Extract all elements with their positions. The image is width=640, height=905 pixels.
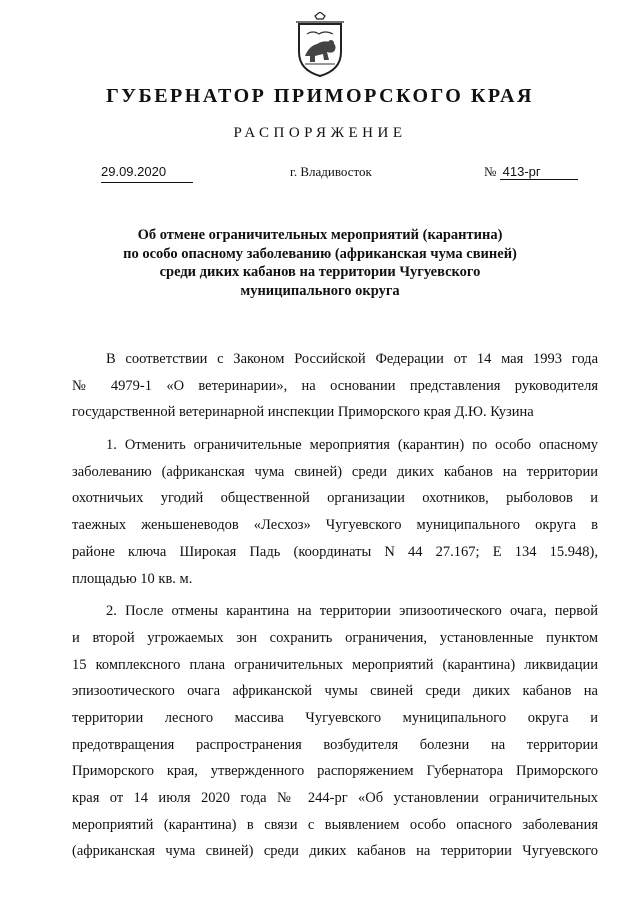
document-city: г. Владивосток (290, 164, 372, 179)
text-line: и второй угрожаемых зон сохранить ограничения, установленные пунктом (72, 629, 598, 646)
text-line: заболеванию (африканская чума свиней) среди диких кабанов на территории (72, 463, 598, 480)
title-line: Об отмене ограничительных мероприятий (карантина) (137, 227, 503, 243)
text-line: эпизоотического очага африканской чумы свиней среди диких кабанов на (72, 683, 598, 700)
document-date: 29.09.2020 (101, 164, 193, 183)
text-line: мероприятий (карантина) в связи с выявлением особо опасного заболевания (72, 816, 598, 833)
text-line: государственной ветеринарной инспекции Приморского края Д.Ю. Кузина (72, 404, 534, 421)
document-body (72, 346, 598, 871)
number-sign: № (484, 164, 497, 179)
text-line: площадью 10 кв. м. (72, 570, 193, 587)
text-line: районе ключа Широкая Падь (координаты N 44 27.167; E 134 15.948), (72, 543, 598, 560)
clause-1-paragraph (72, 432, 598, 592)
text-line: таежных женьшеневодов «Лесхоз» Чугуевского муниципального округа в (72, 517, 598, 534)
text-line: Приморского края, утвержденного распоряжением Губернатора Приморского (72, 763, 598, 780)
text-line: предотвращения распространения возбудителя болезни на территории (72, 736, 598, 753)
document-number-field (484, 164, 578, 182)
text-line: края от 14 июля 2020 года № 244-рг «Об установлении ограничительных (72, 790, 598, 806)
text-line: (африканская чума свиней) среди диких кабанов на территории Чугуевского (72, 843, 598, 860)
coat-of-arms-emblem (293, 12, 347, 78)
document-title (0, 226, 640, 300)
title-line: по особо опасному заболеванию (африканская чума свиней) (123, 245, 517, 262)
text-line: территории лесного массива Чугуевского муниципального округа и (72, 709, 598, 726)
text-line: 1. Отменить ограничительные мероприятия (карантин) по особо опасному (106, 437, 598, 454)
text-line: 15 комплексного плана ограничительных мероприятий (карантина) ликвидации (72, 656, 598, 673)
clause-2-paragraph (72, 598, 598, 865)
title-line: среди диких кабанов на территории Чугуевского (159, 264, 481, 280)
text-line: охотничьих угодий общественной организации охотников, рыболовов и (72, 490, 598, 507)
title-line: муниципального округа (240, 282, 400, 299)
preamble-paragraph (72, 346, 598, 426)
issuing-authority-heading: ГУБЕРНАТОР ПРИМОРСКОГО КРАЯ (106, 85, 534, 107)
document-type-heading: РАСПОРЯЖЕНИЕ (233, 125, 407, 141)
text-line: 2. После отмены карантина на территории эпизоотического очага, первой (106, 603, 598, 620)
text-line: В соответствии с Законом Российской Федерации от 14 мая 1993 года (106, 351, 598, 367)
document-number: 413-рг (500, 164, 578, 180)
text-line: № 4979-1 «О ветеринарии», на основании представления руководителя (72, 377, 598, 394)
